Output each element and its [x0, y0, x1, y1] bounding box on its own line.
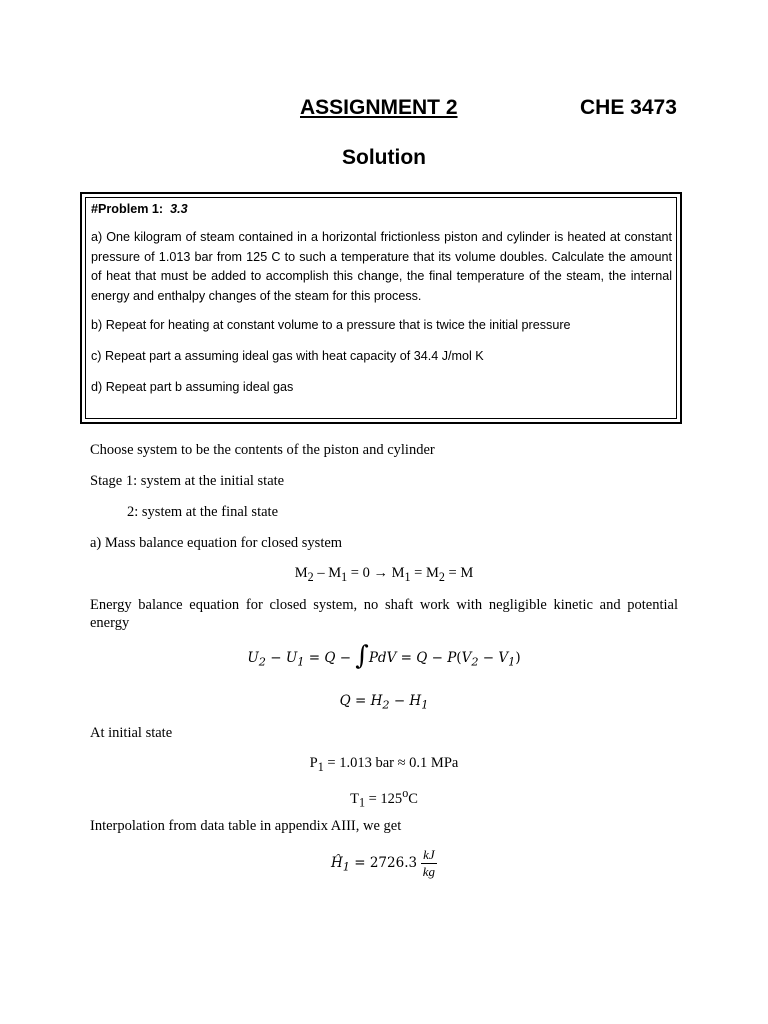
p1-equation: $P_1 = 1.013$ bar ≈ 0.1 MPa: [309, 755, 459, 774]
problem-part-b: b) Repeat for heating at constant volume to a pressure that is twice the initial pressure: [91, 318, 571, 332]
problem-part-d: d) Repeat part b assuming ideal gas: [91, 380, 294, 394]
h1-equation: $Ĥ_1 = 2726.3$ $\frac{kJ}{kg}$: [330, 847, 435, 879]
problem-label: #Problem 1:: [91, 202, 164, 216]
solution-heading: Solution: [342, 146, 426, 169]
mass-balance-equation: $M_2 - M_1 = 0 \to M_1 = M_2 = M$: [294, 565, 474, 584]
stage-1-text: Stage 1: system at the initial state: [90, 473, 285, 489]
h1-unit-fraction: [421, 847, 437, 880]
interpolation-text: Interpolation from data table in appendix AIII, we get: [90, 818, 402, 834]
problem-box: [80, 192, 682, 424]
t1-unit: C: [408, 790, 418, 807]
t1-value: = 125: [368, 790, 403, 807]
h1-unit-denominator: kg: [422, 864, 435, 879]
problem-number: 3.3: [170, 202, 188, 216]
t1-equation: $T_1 = 125^oC$: [350, 786, 418, 810]
heat-equation: $Q = H_2 - H_1$: [339, 693, 429, 712]
problem-part-a: a) One kilogram of steam contained in a horizontal frictionless piston and cylinder is heated at constant pressure of 1.013 bar from 125 C to such a temperature that its volume doubles. Calculate the amount of heat that must be added to accomplish this change, the final temperature of the steam, the internal energy and enthalpy changes of the steam for this process.: [91, 230, 672, 303]
stage-2-text: 2: system at the final state: [127, 504, 279, 520]
energy-balance-equation: $U_2 - U_1 = Q - \int PdV = Q - P(V_2 - V_1)$: [247, 641, 521, 671]
h1-value: 2726.3: [369, 854, 418, 871]
problem-part-c: c) Repeat part a assuming ideal gas with heat capacity of 34.4 J/mol K: [91, 349, 484, 363]
h1-unit-numerator: kJ: [421, 847, 437, 864]
course-code: CHE 3473: [580, 96, 677, 119]
choose-system-text: Choose system to be the contents of the piston and cylinder: [90, 442, 435, 458]
problem-heading: [91, 202, 672, 216]
energy-balance-text: Energy balance equation for closed system, no shaft work with negligible kinetic and potential energy: [90, 597, 678, 631]
problem-box-inner: [85, 197, 677, 419]
assignment-title: ASSIGNMENT 2: [300, 96, 458, 119]
mass-balance-text: a) Mass balance equation for closed system: [90, 535, 343, 551]
p1-value: = 1.013 bar ≈ 0.1 MPa: [327, 755, 459, 771]
at-initial-state-text: At initial state: [90, 725, 173, 741]
